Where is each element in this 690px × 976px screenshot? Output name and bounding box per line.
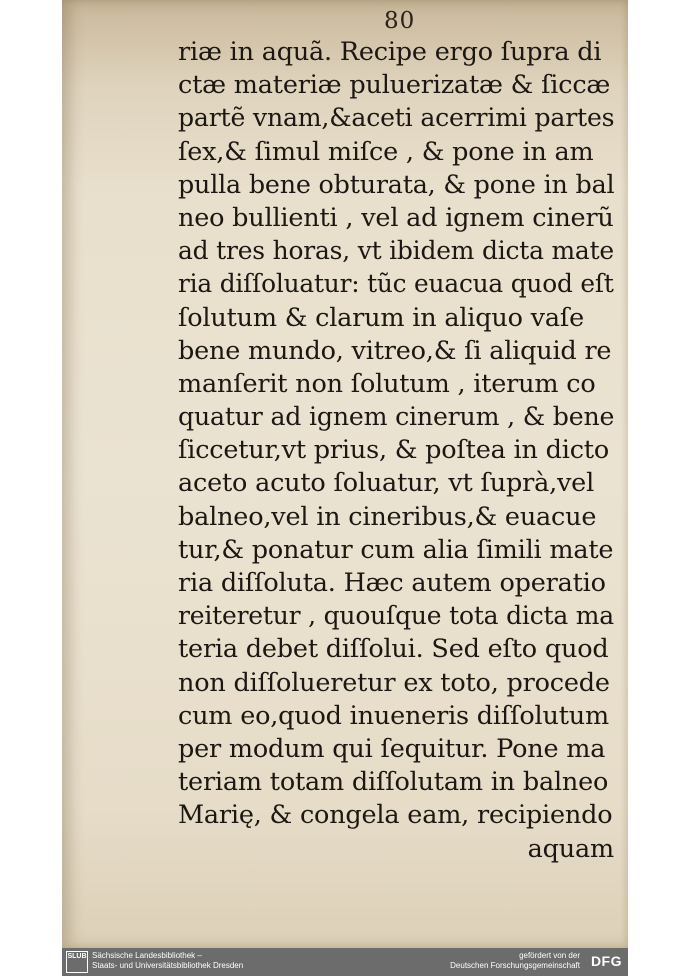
dfg-logo: DFG bbox=[590, 953, 622, 969]
text-line: reiteretur , quouſque tota dicta ma bbox=[178, 601, 614, 632]
text-line: bene mundo, vitreo,& ſi aliquid re bbox=[178, 335, 612, 366]
text-line: riæ in aquã. Recipe ergo ſupra di bbox=[178, 37, 602, 67]
text-line: partẽ vnam,&aceti acerrimi partes bbox=[178, 103, 615, 134]
library-name bbox=[92, 951, 243, 971]
page-number: 80 bbox=[384, 8, 416, 34]
library-name-line1: Sächsische Landesbibliothek – bbox=[92, 951, 202, 960]
text-line: ria diſſoluatur: tũc euacua quod eſt bbox=[178, 269, 614, 300]
text-line: ſex,& ſimul miſce , & pone in am bbox=[178, 136, 594, 167]
text-line: Marię, & congela eam, recipiendo bbox=[178, 800, 613, 831]
text-line: pulla bene obturata, & pone in bal bbox=[178, 169, 615, 200]
text-line: ſolutum & clarum in aliquo vaſe bbox=[178, 302, 585, 333]
text-line: cum eo,quod inueneris diſſolutum bbox=[178, 700, 609, 731]
funding-note bbox=[450, 951, 580, 971]
text-line: ria diſſoluta. Hæc autem operatio bbox=[178, 568, 606, 598]
text-line: teria debet diſſolui. Sed eſto quod bbox=[178, 634, 609, 665]
text-line: ſiccetur,vt prius, & poſtea in dicto bbox=[178, 435, 609, 466]
text-line: ctæ materiæ puluerizatæ & ſiccæ bbox=[178, 70, 611, 101]
text-line: aceto acuto ſoluatur, vt ſuprà,vel bbox=[178, 468, 595, 499]
footer-bar bbox=[62, 948, 628, 976]
page-text bbox=[178, 36, 614, 866]
text-line: neo bullienti , vel ad ignem cinerũ bbox=[178, 202, 614, 233]
slub-logo: SLUB bbox=[66, 951, 88, 973]
book-page bbox=[62, 0, 628, 948]
text-line: manſerit non ſolutum , iterum co bbox=[178, 368, 596, 399]
library-name-line2: Staats- und Universitätsbibliothek Dresden bbox=[92, 961, 244, 970]
funding-note-line2: Deutschen Forschungsgemeinschaft bbox=[450, 961, 580, 970]
text-line: tur,& ponatur cum alia ſimili mate bbox=[178, 534, 614, 565]
text-line: per modum qui ſequitur. Pone ma bbox=[178, 733, 606, 764]
text-line: quatur ad ignem cinerum , & bene bbox=[178, 402, 615, 433]
text-line: teriam totam diſſolutam in balneo bbox=[178, 767, 609, 798]
text-line: non diſſolueretur ex toto, procede bbox=[178, 667, 610, 698]
viewer-margin bbox=[628, 0, 690, 948]
text-line: ad tres horas, vt ibidem dicta mate bbox=[178, 236, 614, 267]
text-line: balneo,vel in cineribus,& euacue bbox=[178, 501, 597, 532]
funding-note-line1: gefördert von der bbox=[519, 951, 580, 960]
catchword: aquam bbox=[527, 833, 614, 864]
